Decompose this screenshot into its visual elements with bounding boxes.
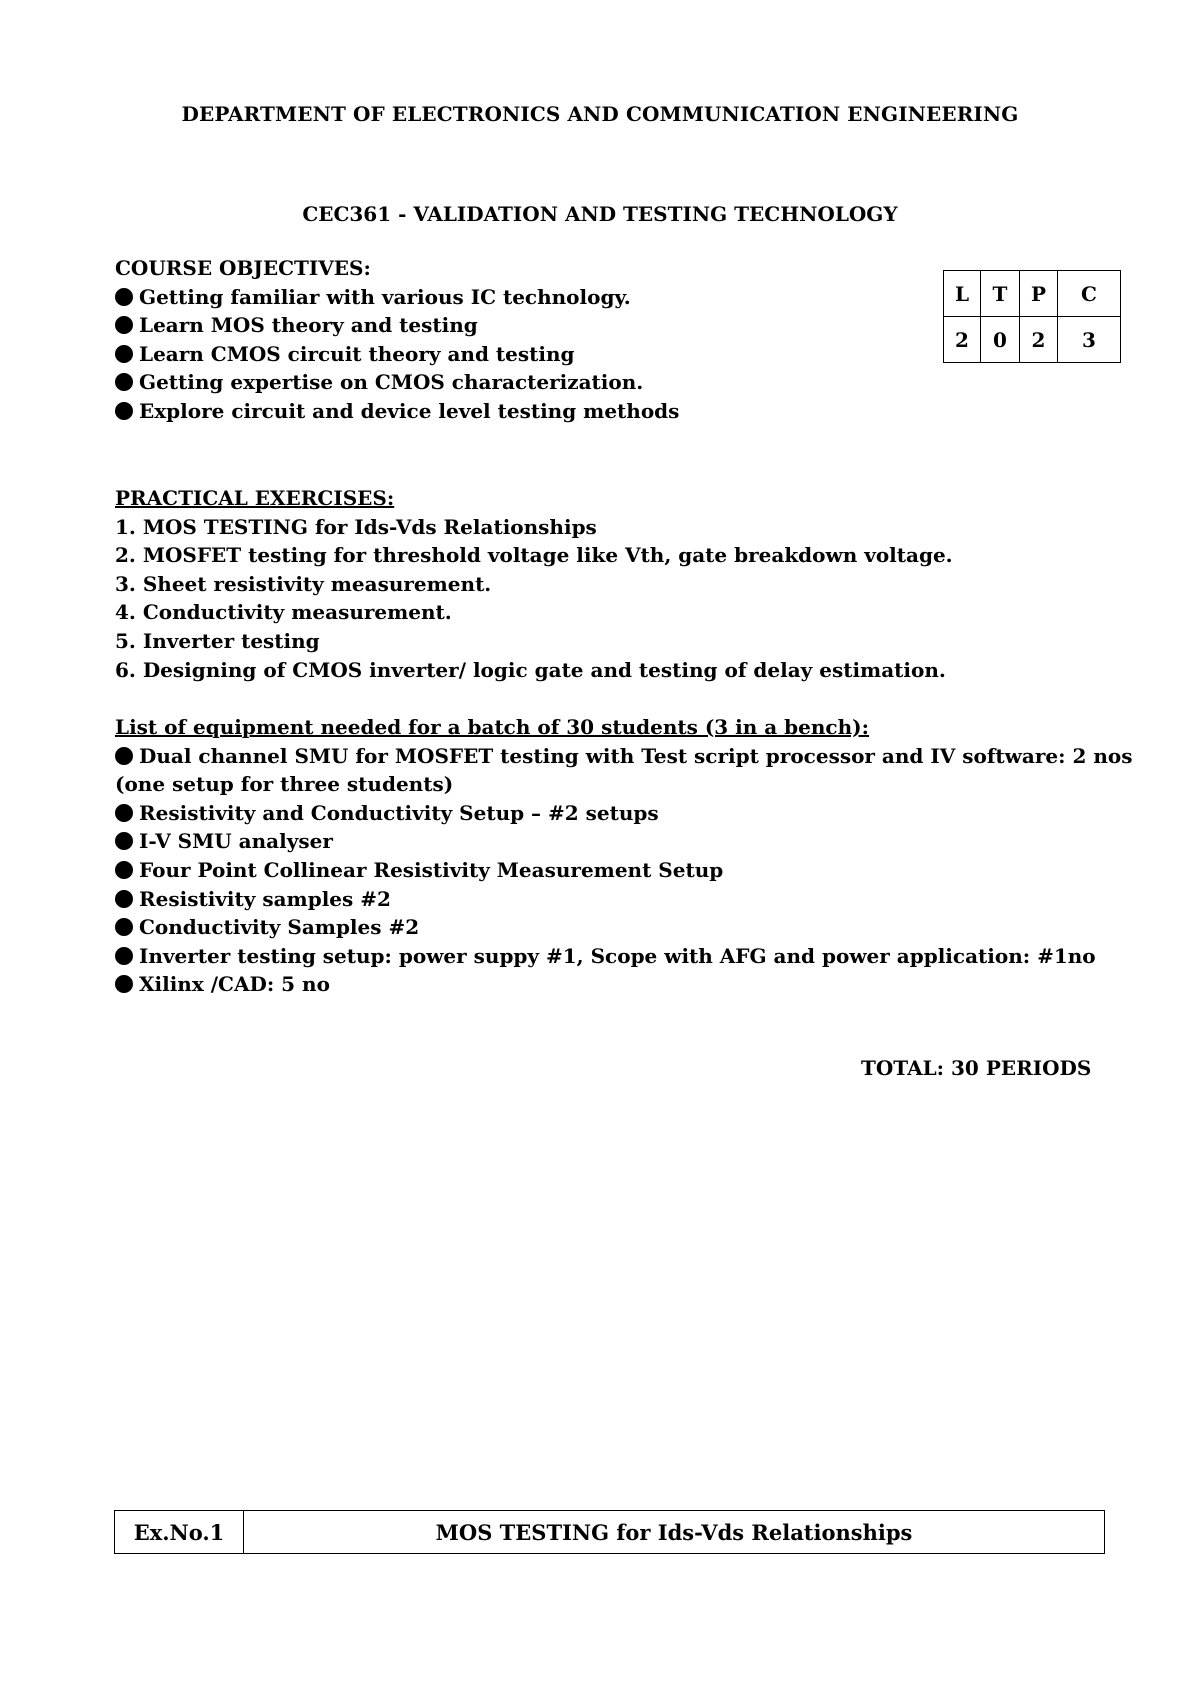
bullet-icon bbox=[115, 345, 133, 363]
objectives-heading: COURSE OBJECTIVES: bbox=[115, 256, 371, 280]
equipment-item: I-V SMU analyser bbox=[115, 827, 1132, 856]
course-objectives-section bbox=[115, 254, 679, 426]
exercise-item: 5. Inverter testing bbox=[115, 628, 320, 653]
objective-item: Explore circuit and device level testing methods bbox=[115, 397, 679, 426]
ltpc-header-row bbox=[944, 271, 1121, 317]
ltpc-value-t: 0 bbox=[981, 317, 1020, 363]
exercise-item: 3. Sheet resistivity measurement. bbox=[115, 571, 492, 596]
ltpc-header-t: T bbox=[981, 271, 1020, 317]
equipment-item: Dual channel SMU for MOSFET testing with Test script processor and IV software: 2 nos bbox=[115, 742, 1132, 771]
ltpc-value-l: 2 bbox=[944, 317, 981, 363]
equipment-item: Resistivity and Conductivity Setup – #2 setups bbox=[115, 799, 1132, 828]
bullet-icon bbox=[115, 373, 133, 391]
bullet-icon bbox=[115, 747, 133, 765]
bullet-icon bbox=[115, 402, 133, 420]
experiment-header-row bbox=[115, 1511, 1105, 1554]
equipment-item: Four Point Collinear Resistivity Measurement Setup bbox=[115, 856, 1132, 885]
bullet-icon bbox=[115, 918, 133, 936]
total-periods: TOTAL: 30 PERIODS bbox=[861, 1056, 1092, 1080]
experiment-header-table bbox=[114, 1510, 1105, 1554]
ltpc-value-c: 3 bbox=[1058, 317, 1121, 363]
experiment-number: Ex.No.1 bbox=[115, 1511, 244, 1554]
equipment-heading: List of equipment needed for a batch of 30 students (3 in a bench): bbox=[115, 715, 869, 739]
course-title: CEC361 - VALIDATION AND TESTING TECHNOLOGY bbox=[302, 202, 898, 226]
bullet-icon bbox=[115, 288, 133, 306]
practical-exercises-section bbox=[115, 484, 953, 684]
exercise-item: 1. MOS TESTING for Ids-Vds Relationships bbox=[115, 514, 597, 539]
ltpc-header-l: L bbox=[944, 271, 981, 317]
ltpc-header-p: P bbox=[1020, 271, 1058, 317]
equipment-item: Conductivity Samples #2 bbox=[115, 913, 1132, 942]
equipment-item: Resistivity samples #2 bbox=[115, 885, 1132, 914]
bullet-icon bbox=[115, 804, 133, 822]
objective-item: Learn CMOS circuit theory and testing bbox=[115, 340, 679, 369]
department-title: DEPARTMENT OF ELECTRONICS AND COMMUNICATION ENGINEERING bbox=[181, 102, 1019, 126]
equipment-item-continuation: (one setup for three students) bbox=[115, 772, 454, 797]
equipment-item: Inverter testing setup: power suppy #1, Scope with AFG and power application: #1no bbox=[115, 942, 1132, 971]
bullet-icon bbox=[115, 861, 133, 879]
equipment-section bbox=[115, 713, 1132, 999]
ltpc-value-row bbox=[944, 317, 1121, 363]
bullet-icon bbox=[115, 890, 133, 908]
ltpc-table bbox=[943, 270, 1121, 363]
exercise-item: 6. Designing of CMOS inverter/ logic gate and testing of delay estimation. bbox=[115, 657, 946, 682]
exercise-item: 2. MOSFET testing for threshold voltage like Vth, gate breakdown voltage. bbox=[115, 543, 953, 568]
objective-item: Learn MOS theory and testing bbox=[115, 311, 679, 340]
experiment-title: MOS TESTING for Ids-Vds Relationships bbox=[244, 1511, 1105, 1554]
bullet-icon bbox=[115, 316, 133, 334]
equipment-item: Xilinx /CAD: 5 no bbox=[115, 970, 1132, 999]
objective-item: Getting expertise on CMOS characterization. bbox=[115, 368, 679, 397]
bullet-icon bbox=[115, 832, 133, 850]
ltpc-header-c: C bbox=[1058, 271, 1121, 317]
exercises-heading: PRACTICAL EXERCISES: bbox=[115, 486, 395, 510]
bullet-icon bbox=[115, 947, 133, 965]
objective-item: Getting familiar with various IC technology. bbox=[115, 283, 679, 312]
ltpc-value-p: 2 bbox=[1020, 317, 1058, 363]
exercise-item: 4. Conductivity measurement. bbox=[115, 600, 452, 625]
bullet-icon bbox=[115, 975, 133, 993]
